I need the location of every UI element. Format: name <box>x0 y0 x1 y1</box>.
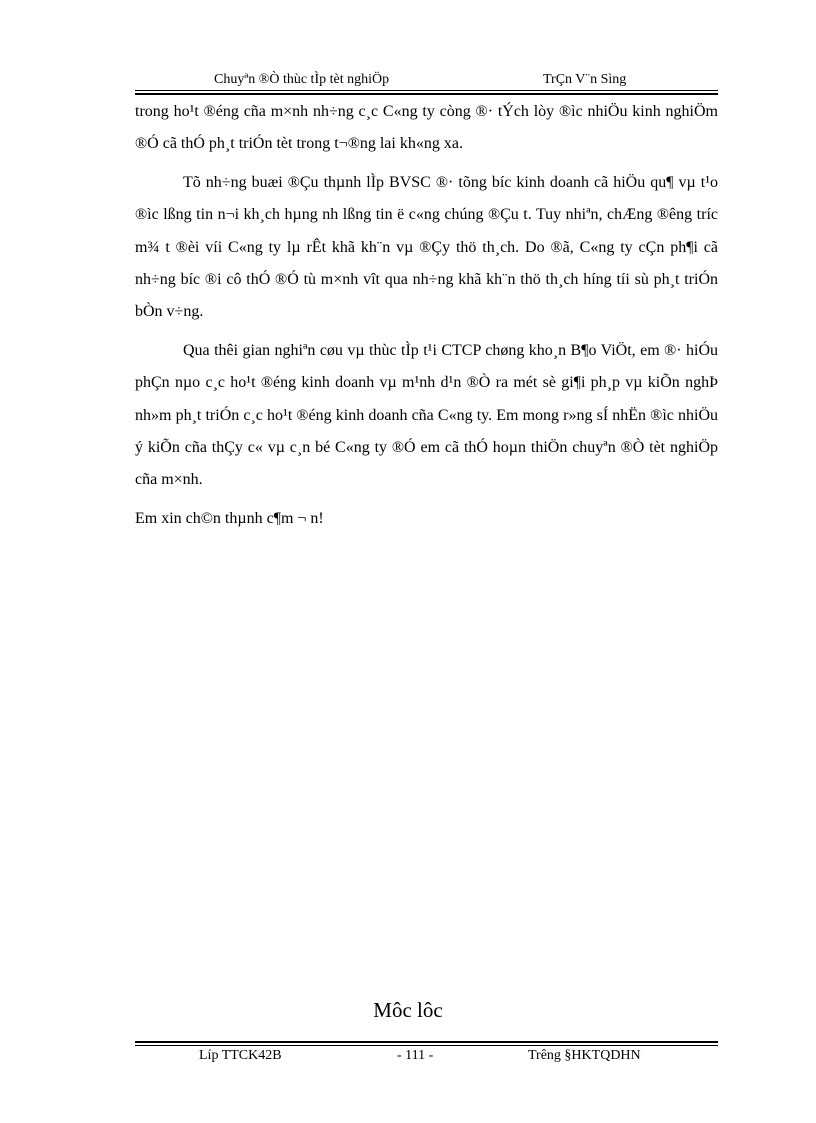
document-body <box>135 96 718 535</box>
header-author: TrÇn V¨n Sìng <box>543 72 627 87</box>
footer-class-name: Líp TTCK42B <box>199 1048 282 1063</box>
page-header <box>135 68 718 92</box>
header-rule-thin <box>135 90 718 91</box>
footer-university: Trêng §HKTQDHN <box>528 1048 641 1063</box>
table-of-contents-heading: Môc lôc <box>373 998 443 1022</box>
paragraph-bvsc-history: Tõ nh÷ng buæi ®Çu thµnh lÌp BVSC ®· tõng bíc kinh doanh cã hiÖu qu¶ vµ t¹o ®ìc lßng tin n¬i kh¸ch hµng nh lßng tin ë c«ng chúng ®Çu t. Tuy nhiªn, chÆng ®êng tríc m¾ t ®èi víi C«ng ty lµ rÊt khã kh¨n vµ ®Çy thö th¸ch. Do ®ã, C«ng ty cÇn ph¶i cã nh÷ng bíc ®i cô thÓ ®Ó tù m×nh vît qua nh÷ng khã kh¨n thö th¸ch híng tíi sù ph¸t triÓn bÒn v÷ng. <box>135 173 718 321</box>
footer-rule-thick <box>135 1041 718 1043</box>
paragraph-thanks: Em xin ch©n thµnh c¶m ¬ n! <box>135 509 324 527</box>
paragraph-internship-summary: Qua thêi gian nghiªn cøu vµ thùc tÌp t¹i CTCP chøng kho¸n B¶o ViÖt, em ®· hiÓu phÇn nµo c¸c ho¹t ®éng kinh doanh vµ m¹nh d¹n ®Ò ra mét sè gi¶i ph¸p vµ kiÕn nghÞ nh»m ph¸t triÓn c¸c ho¹t ®éng kinh doanh cña C«ng ty. Em mong r»ng sÍ nhËn ®ìc nhiÖu ý kiÕn cña thÇy c« vµ c¸n bé C«ng ty ®Ó em cã thÓ hoµn thiÖn chuyªn ®Ò tèt nghiÖp cña m×nh. <box>135 341 718 489</box>
page-footer <box>135 1041 718 1071</box>
paragraph-continuation: trong ho¹t ®éng cña m×nh nh÷ng c¸c C«ng ty còng ®· tÝch lòy ®ìc nhiÖu kinh nghiÖm ®Ó cã thÓ ph¸t triÓn tèt trong t¬®ng lai kh«ng xa. <box>135 103 718 153</box>
header-rule-thick <box>135 93 718 95</box>
header-document-title: Chuyªn ®Ò thùc tÌp tèt nghiÖp <box>214 72 390 87</box>
page-number: - 111 - <box>397 1048 434 1063</box>
footer-rule-thin <box>135 1045 718 1046</box>
